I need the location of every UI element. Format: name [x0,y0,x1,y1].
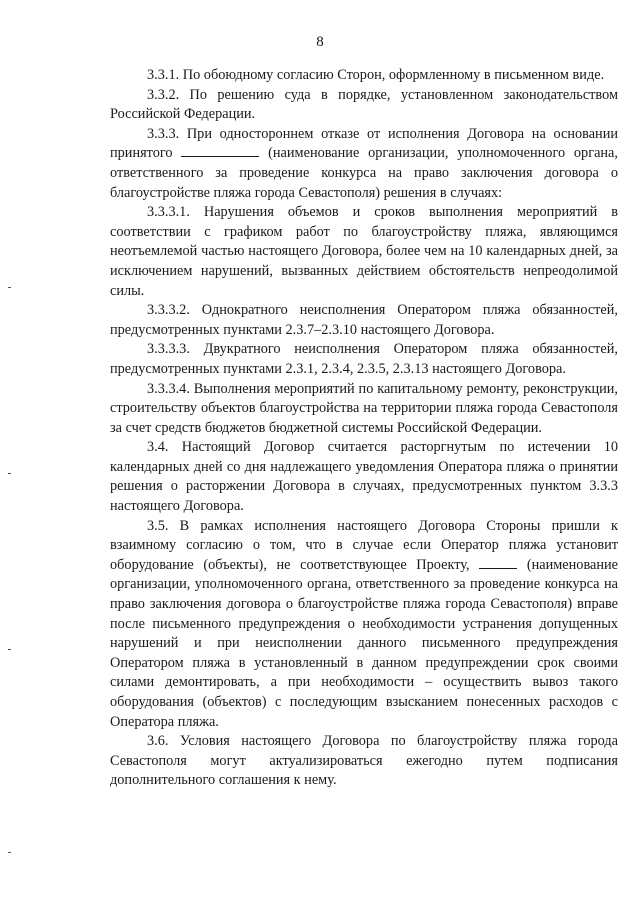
paragraph-3-3-3-2: 3.3.3.2. Однократного неисполнения Оператором пляжа обязанностей, предусмотренных пунктами 2.3.7–2.3.10 настоящего Договора. [110,302,618,338]
paragraph-3-3-1: 3.3.1. По обоюдному согласию Сторон, оформленному в письменном виде. [147,67,605,83]
paragraph-3-5-text-end: (наименование организации, уполномоченного органа, ответственного за проведение конкурса на право заключения договора о благоустройстве пляжа города Севастополя) вправе после письменного предупреждения о необходимости устранения допущенных нарушений и при неисполнении данного письменного предупреждения Оператором пляжа в установленный в данном предупреждении срок своими силами демонтировать, а при необходимости – осуществить вывоз такого оборудования (объектов) с последующим взысканием понесенных расходов с Оператора пляжа. [110,556,619,730]
paragraph-3-3-3-1: 3.3.3.1. Нарушения объемов и сроков выполнения мероприятий в соответствии с графиком работ по благоустройству пляжа, являющимся неотъемлемой частью настоящего Договора, более чем на 10 календарных дней, за исключением нарушений, вызванных действием обстоятельств непреодолимой силы. [110,204,618,299]
paragraph-3-3-3-text-end: (наименование организации, уполномоченного органа, ответственного за проведение конкурса на право заключения договора о благоустройстве пляжа города Севастополя) решения в случаях: [110,145,618,201]
paragraph-3-3-3-text-start: 3.3.3. При одностороннем отказе от исполнения Договора на основании принятого [110,125,618,162]
paragraph-3-4: 3.4. Настоящий Договор считается расторгнутым по истечении 10 календарных дней со дня надлежащего уведомления Оператора пляжа о принятии решения о расторжении Договора в случаях, предусмотренных пунктом 3.3.3 настоящего Договора. [110,439,618,515]
paragraph-3-5 [110,517,618,733]
blank-line-organization [479,557,517,569]
margin-mark [8,649,11,650]
page-number: 8 [316,34,324,50]
paragraph-3-6: 3.6. Условия настоящего Договора по благоустройству пляжа города Севастополя могут актуализироваться ежегодно путем подписания дополнительного соглашения к нему. [110,733,618,789]
margin-mark [8,473,11,474]
document-body [110,66,618,791]
paragraph-3-5-text-start: 3.5. В рамках исполнения настоящего Договора Стороны пришли к взаимному согласию о том, что в случае если Оператор пляжа установит оборудование (объекты), не соответствующее Проекту, [110,517,618,573]
margin-mark [8,287,11,288]
blank-line-organization [181,145,259,157]
margin-mark [8,852,11,853]
paragraph-3-3-2: 3.3.2. По решению суда в порядке, установленном законодательством Российской Федерации. [110,86,618,123]
paragraph-3-3-3-3: 3.3.3.3. Двукратного неисполнения Оператором пляжа обязанностей, предусмотренных пунктами 2.3.1, 2.3.4, 2.3.5, 2.3.13 настоящего Договора. [110,341,618,377]
paragraph-3-3-3-4: 3.3.3.4. Выполнения мероприятий по капитальному ремонту, реконструкции, строительству объектов благоустройства на территории пляжа города Севастополя за счет средств бюджетов бюджетной системы Российской Федерации. [110,380,618,436]
paragraph-3-3-3 [110,125,618,203]
